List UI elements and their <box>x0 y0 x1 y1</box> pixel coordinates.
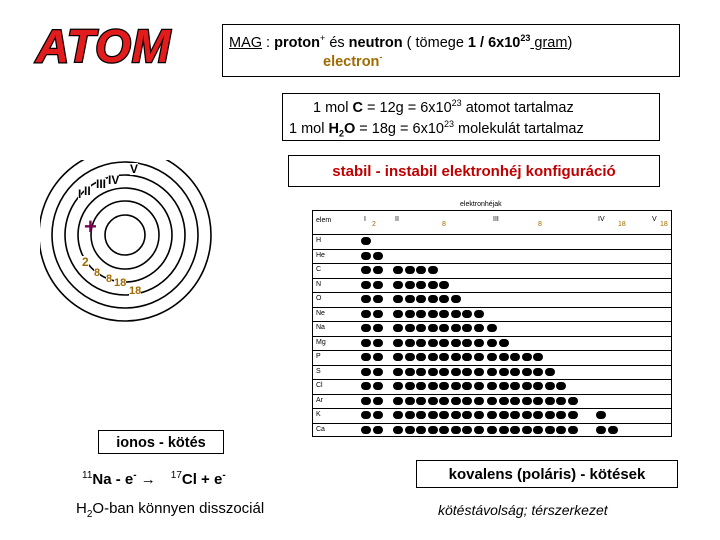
electron-dot <box>510 411 520 419</box>
electron-dot <box>416 426 426 434</box>
electron-dot <box>428 382 438 390</box>
electron-dot <box>361 426 371 434</box>
electron-dot <box>428 310 438 318</box>
electron-dot <box>393 353 403 361</box>
covalent-title-box <box>416 460 678 488</box>
ionic-title: ionos - kötés <box>116 435 206 451</box>
electron-dot <box>499 368 509 376</box>
table-row-separator <box>312 336 672 337</box>
electron-dot <box>522 426 532 434</box>
electron-dot <box>474 339 484 347</box>
table-header-elem: elem <box>316 217 332 224</box>
electron-dot <box>373 324 383 332</box>
electron-dot <box>373 252 383 260</box>
proton-text: proton <box>274 34 321 51</box>
electron-dot <box>462 324 472 332</box>
electron-dot <box>499 411 509 419</box>
mass-close: ) <box>567 34 573 51</box>
table-row-separator <box>312 249 672 250</box>
logo-text: ATOM <box>36 20 172 70</box>
electron-dot <box>499 426 509 434</box>
h2o-sub: 2 <box>86 509 93 520</box>
mol2-elem: H <box>328 120 339 137</box>
electron-dot <box>405 397 415 405</box>
electron-dot <box>416 382 426 390</box>
table-title: elektronhéjak <box>460 201 502 208</box>
mass-value: 1 / 6x10 <box>467 34 521 51</box>
electron-dot <box>405 295 415 303</box>
electron-dot <box>361 368 371 376</box>
electron-dot <box>405 426 415 434</box>
table-row-separator <box>312 321 672 322</box>
electron-dot <box>451 295 461 303</box>
electron-dot <box>545 426 555 434</box>
mol2-prefix: 1 mol <box>289 120 329 137</box>
table-row-separator <box>312 423 672 424</box>
ionic-equation <box>82 470 226 488</box>
electron-dot <box>451 397 461 405</box>
electron-dot <box>462 368 472 376</box>
electron-dot <box>405 411 415 419</box>
electron-dot <box>545 397 555 405</box>
electron-dot <box>405 324 415 332</box>
electron-dot <box>405 281 415 289</box>
electron-dot <box>393 324 403 332</box>
electron-text: electron <box>323 53 380 70</box>
proton-sup: + <box>320 33 326 43</box>
electron-dot <box>361 324 371 332</box>
electron-dot <box>568 411 578 419</box>
electron-dot <box>474 324 484 332</box>
electron-dot <box>462 411 472 419</box>
table-row-separator <box>312 365 672 366</box>
electron-dot <box>393 411 403 419</box>
electron-dot <box>361 397 371 405</box>
mol1-mid: = 12g = 6x10 <box>362 99 452 116</box>
electron-dot <box>462 397 472 405</box>
electron-dot <box>439 339 449 347</box>
electron-dot <box>439 397 449 405</box>
electron-dot <box>416 411 426 419</box>
mol1-prefix: 1 mol <box>313 99 353 116</box>
table-row-element: Ne <box>316 309 325 317</box>
electron-dot <box>487 339 497 347</box>
electron-dot <box>393 368 403 376</box>
table-header-cap-3: 8 <box>538 221 542 228</box>
electron-dot <box>556 397 566 405</box>
electron-dot <box>439 382 449 390</box>
electron-dot <box>373 397 383 405</box>
electron-dot <box>451 339 461 347</box>
electron-dot <box>373 368 383 376</box>
electron-dot <box>361 266 371 274</box>
electron-dot <box>361 281 371 289</box>
electron-dot <box>499 397 509 405</box>
table-row-element: C <box>316 266 322 273</box>
cl-term: Cl + e <box>181 471 223 488</box>
mol2-elem2: O <box>344 120 356 137</box>
electron-dot <box>405 353 415 361</box>
electron-dot <box>451 368 461 376</box>
table-row-element: Cl <box>316 382 323 389</box>
electron-dot <box>428 426 438 434</box>
table-row-separator <box>312 379 672 380</box>
electron-dot <box>545 411 555 419</box>
electron-dot <box>373 266 383 274</box>
electron-sup: - <box>379 52 383 62</box>
electron-dot <box>416 281 426 289</box>
table-row-element: O <box>316 295 322 302</box>
shell-count-4: 18 <box>114 277 127 289</box>
electron-dot <box>474 411 484 419</box>
mag-colon: : <box>262 34 275 51</box>
electron-dot <box>510 353 520 361</box>
electron-dot <box>373 310 383 318</box>
electron-dot <box>405 382 415 390</box>
electron-dot <box>416 353 426 361</box>
electron-dot <box>361 411 371 419</box>
covalent-title: kovalens (poláris) - kötések <box>448 466 646 483</box>
electron-dot <box>428 411 438 419</box>
electron-dot <box>510 368 520 376</box>
electron-dot <box>556 411 566 419</box>
electron-dot <box>373 295 383 303</box>
electron-dot <box>499 339 509 347</box>
ionic-title-box <box>98 430 224 454</box>
table-header-shell-2: II <box>395 216 399 223</box>
shell-count-3: 8 <box>106 273 113 285</box>
electron-dot <box>439 295 449 303</box>
electron-dot <box>416 368 426 376</box>
electron-dot <box>545 382 555 390</box>
electron-dot <box>451 353 461 361</box>
electron-dot <box>361 382 371 390</box>
electron-dot <box>393 397 403 405</box>
electron-dot <box>361 310 371 318</box>
electron-dot <box>405 368 415 376</box>
electron-dot <box>373 426 383 434</box>
electron-dot <box>451 426 461 434</box>
electron-dot <box>428 368 438 376</box>
table-row-element: Mg <box>316 338 326 346</box>
electron-dot <box>361 252 371 260</box>
electron-dot <box>393 382 403 390</box>
electron-dot <box>533 382 543 390</box>
table-row-separator <box>312 263 672 264</box>
electron-dot <box>533 397 543 405</box>
electron-dot <box>522 397 532 405</box>
shell-label-3: III <box>96 177 107 191</box>
mass-prefix: ( tömege <box>402 34 468 51</box>
table-row-separator <box>312 307 672 308</box>
electron-dot <box>608 426 618 434</box>
nucleus-plus: + <box>84 214 97 239</box>
electron-dot <box>522 353 532 361</box>
electron-dot <box>499 382 509 390</box>
electron-dot <box>405 339 415 347</box>
electron-dot <box>428 266 438 274</box>
electron-dot <box>439 426 449 434</box>
table-header-shell-3: III <box>493 216 499 223</box>
mass-unit: gram <box>530 34 568 51</box>
electron-dot <box>474 382 484 390</box>
electron-dot <box>428 281 438 289</box>
electron-dot <box>393 281 403 289</box>
electron-dot <box>533 426 543 434</box>
table-header-cap-4: 18 <box>618 221 626 228</box>
electron-dot <box>487 353 497 361</box>
electron-dot <box>373 353 383 361</box>
mol1-elem: C <box>352 99 363 116</box>
table-row-element: P <box>316 353 321 360</box>
h2o-suffix: O-ban könnyen disszociál <box>92 500 265 517</box>
table-header-shell-5: V <box>652 216 657 223</box>
electron-dot <box>439 411 449 419</box>
electron-dot <box>393 339 403 347</box>
shell-label-4: IV <box>108 173 120 187</box>
electron-dot <box>361 295 371 303</box>
electron-dot <box>487 324 497 332</box>
electron-dot <box>462 353 472 361</box>
na-e-sup: - <box>133 470 137 481</box>
mass-exp: 23 <box>520 33 531 43</box>
electron-dot <box>416 310 426 318</box>
table-row-separator <box>312 278 672 279</box>
covalent-subtitle: kötéstávolság; térszerkezet <box>438 502 608 518</box>
mol2-suffix: molekulát tartalmaz <box>453 120 584 137</box>
electron-dot <box>373 281 383 289</box>
shell-label-1: I <box>78 187 82 201</box>
electron-dot <box>361 339 371 347</box>
cl-e-sup: - <box>222 470 226 481</box>
electron-dot <box>416 324 426 332</box>
mol2-exp: 23 <box>443 119 454 129</box>
mol2-mid: = 18g = 6x10 <box>355 120 444 137</box>
electron-dot <box>451 324 461 332</box>
mol1-suffix: atomot tartalmaz <box>461 99 574 116</box>
electron-dot <box>428 353 438 361</box>
electron-dot <box>439 353 449 361</box>
electron-dot <box>510 382 520 390</box>
electron-dot <box>393 310 403 318</box>
table-header-cap-5: 18 <box>660 221 668 228</box>
mol2-sub: 2 <box>338 128 344 139</box>
electron-dot <box>545 368 555 376</box>
electron-dot <box>487 368 497 376</box>
table-row-element: K <box>316 411 321 418</box>
electron-dot <box>405 310 415 318</box>
electron-dot <box>373 411 383 419</box>
electron-dot <box>510 397 520 405</box>
shell-label-5: V <box>130 162 139 176</box>
electron-dot <box>568 426 578 434</box>
electron-dot <box>462 310 472 318</box>
electron-dot <box>393 266 403 274</box>
table-row-separator <box>312 350 672 351</box>
electron-dot <box>393 295 403 303</box>
electron-dot <box>533 368 543 376</box>
electron-dot <box>428 339 438 347</box>
electron-dot <box>416 295 426 303</box>
electron-dot <box>522 411 532 419</box>
electron-dot <box>361 237 371 245</box>
electron-dot <box>428 397 438 405</box>
electron-dot <box>487 382 497 390</box>
table-row-separator <box>312 394 672 395</box>
electron-dot <box>416 397 426 405</box>
electron-dot <box>451 411 461 419</box>
electron-dot <box>474 426 484 434</box>
electron-dot <box>416 339 426 347</box>
table-header-shell-1: I <box>364 216 366 223</box>
electron-dot <box>393 426 403 434</box>
cl-sup: 17 <box>170 470 182 481</box>
electron-dot <box>474 368 484 376</box>
table-row-element: Ar <box>316 396 323 404</box>
electron-dot <box>533 411 543 419</box>
electron-dot <box>487 411 497 419</box>
table-header-shell-4: IV <box>598 216 605 223</box>
table-row-element: Ca <box>316 425 325 433</box>
electron-dot <box>556 426 566 434</box>
table-row-element: H <box>316 237 322 244</box>
shell-label-2: II <box>84 184 91 198</box>
electron-dot <box>428 295 438 303</box>
electron-dot <box>596 426 606 434</box>
table-row-element: N <box>316 280 322 288</box>
na-term: Na - e <box>92 471 134 488</box>
na-sup: 11 <box>82 470 93 481</box>
electron-dot <box>439 281 449 289</box>
neutron-text: neutron <box>348 34 403 51</box>
electron-dot <box>451 382 461 390</box>
and-text: és <box>325 34 349 51</box>
electron-dot <box>373 339 383 347</box>
electron-dot <box>439 310 449 318</box>
electron-dot <box>451 310 461 318</box>
electron-dot <box>373 382 383 390</box>
table-row-separator <box>312 292 672 293</box>
electron-dot <box>462 339 472 347</box>
electron-dot <box>474 310 484 318</box>
mag-label: MAG <box>229 34 263 51</box>
electron-dot <box>522 368 532 376</box>
electron-dot <box>416 266 426 274</box>
electron-dot <box>596 411 606 419</box>
table-row-element: S <box>316 367 321 375</box>
electron-dot <box>533 353 543 361</box>
table-row-element: Na <box>316 324 325 331</box>
mol1-exp: 23 <box>451 98 462 108</box>
electron-dot <box>462 382 472 390</box>
electron-dot <box>510 426 520 434</box>
shell-count-5: 18 <box>129 285 142 297</box>
electron-dot <box>487 397 497 405</box>
h2o-h: H <box>76 500 87 517</box>
arrow-right-icon: → <box>140 471 156 488</box>
electron-dot <box>405 266 415 274</box>
shell-count-2: 8 <box>94 267 101 279</box>
table-header-cap-2: 8 <box>442 221 446 228</box>
electron-dot <box>556 382 566 390</box>
ionic-line-2 <box>76 500 264 520</box>
electron-dot <box>361 353 371 361</box>
shells-title: stabil - instabil elektronhéj konfiguráció <box>332 163 616 180</box>
electron-dot <box>474 397 484 405</box>
electron-dot <box>487 426 497 434</box>
table-row-separator <box>312 408 672 409</box>
electron-dot <box>428 324 438 332</box>
electron-dot <box>522 382 532 390</box>
electron-dot <box>499 353 509 361</box>
shell-count-1: 2 <box>82 255 89 269</box>
electron-dot <box>462 426 472 434</box>
table-row-separator <box>312 234 672 235</box>
electron-dot <box>439 368 449 376</box>
electron-dot <box>474 353 484 361</box>
electron-dot <box>568 397 578 405</box>
table-header-cap-1: 2 <box>372 221 376 228</box>
electron-dot <box>439 324 449 332</box>
table-row-element: He <box>316 251 325 259</box>
